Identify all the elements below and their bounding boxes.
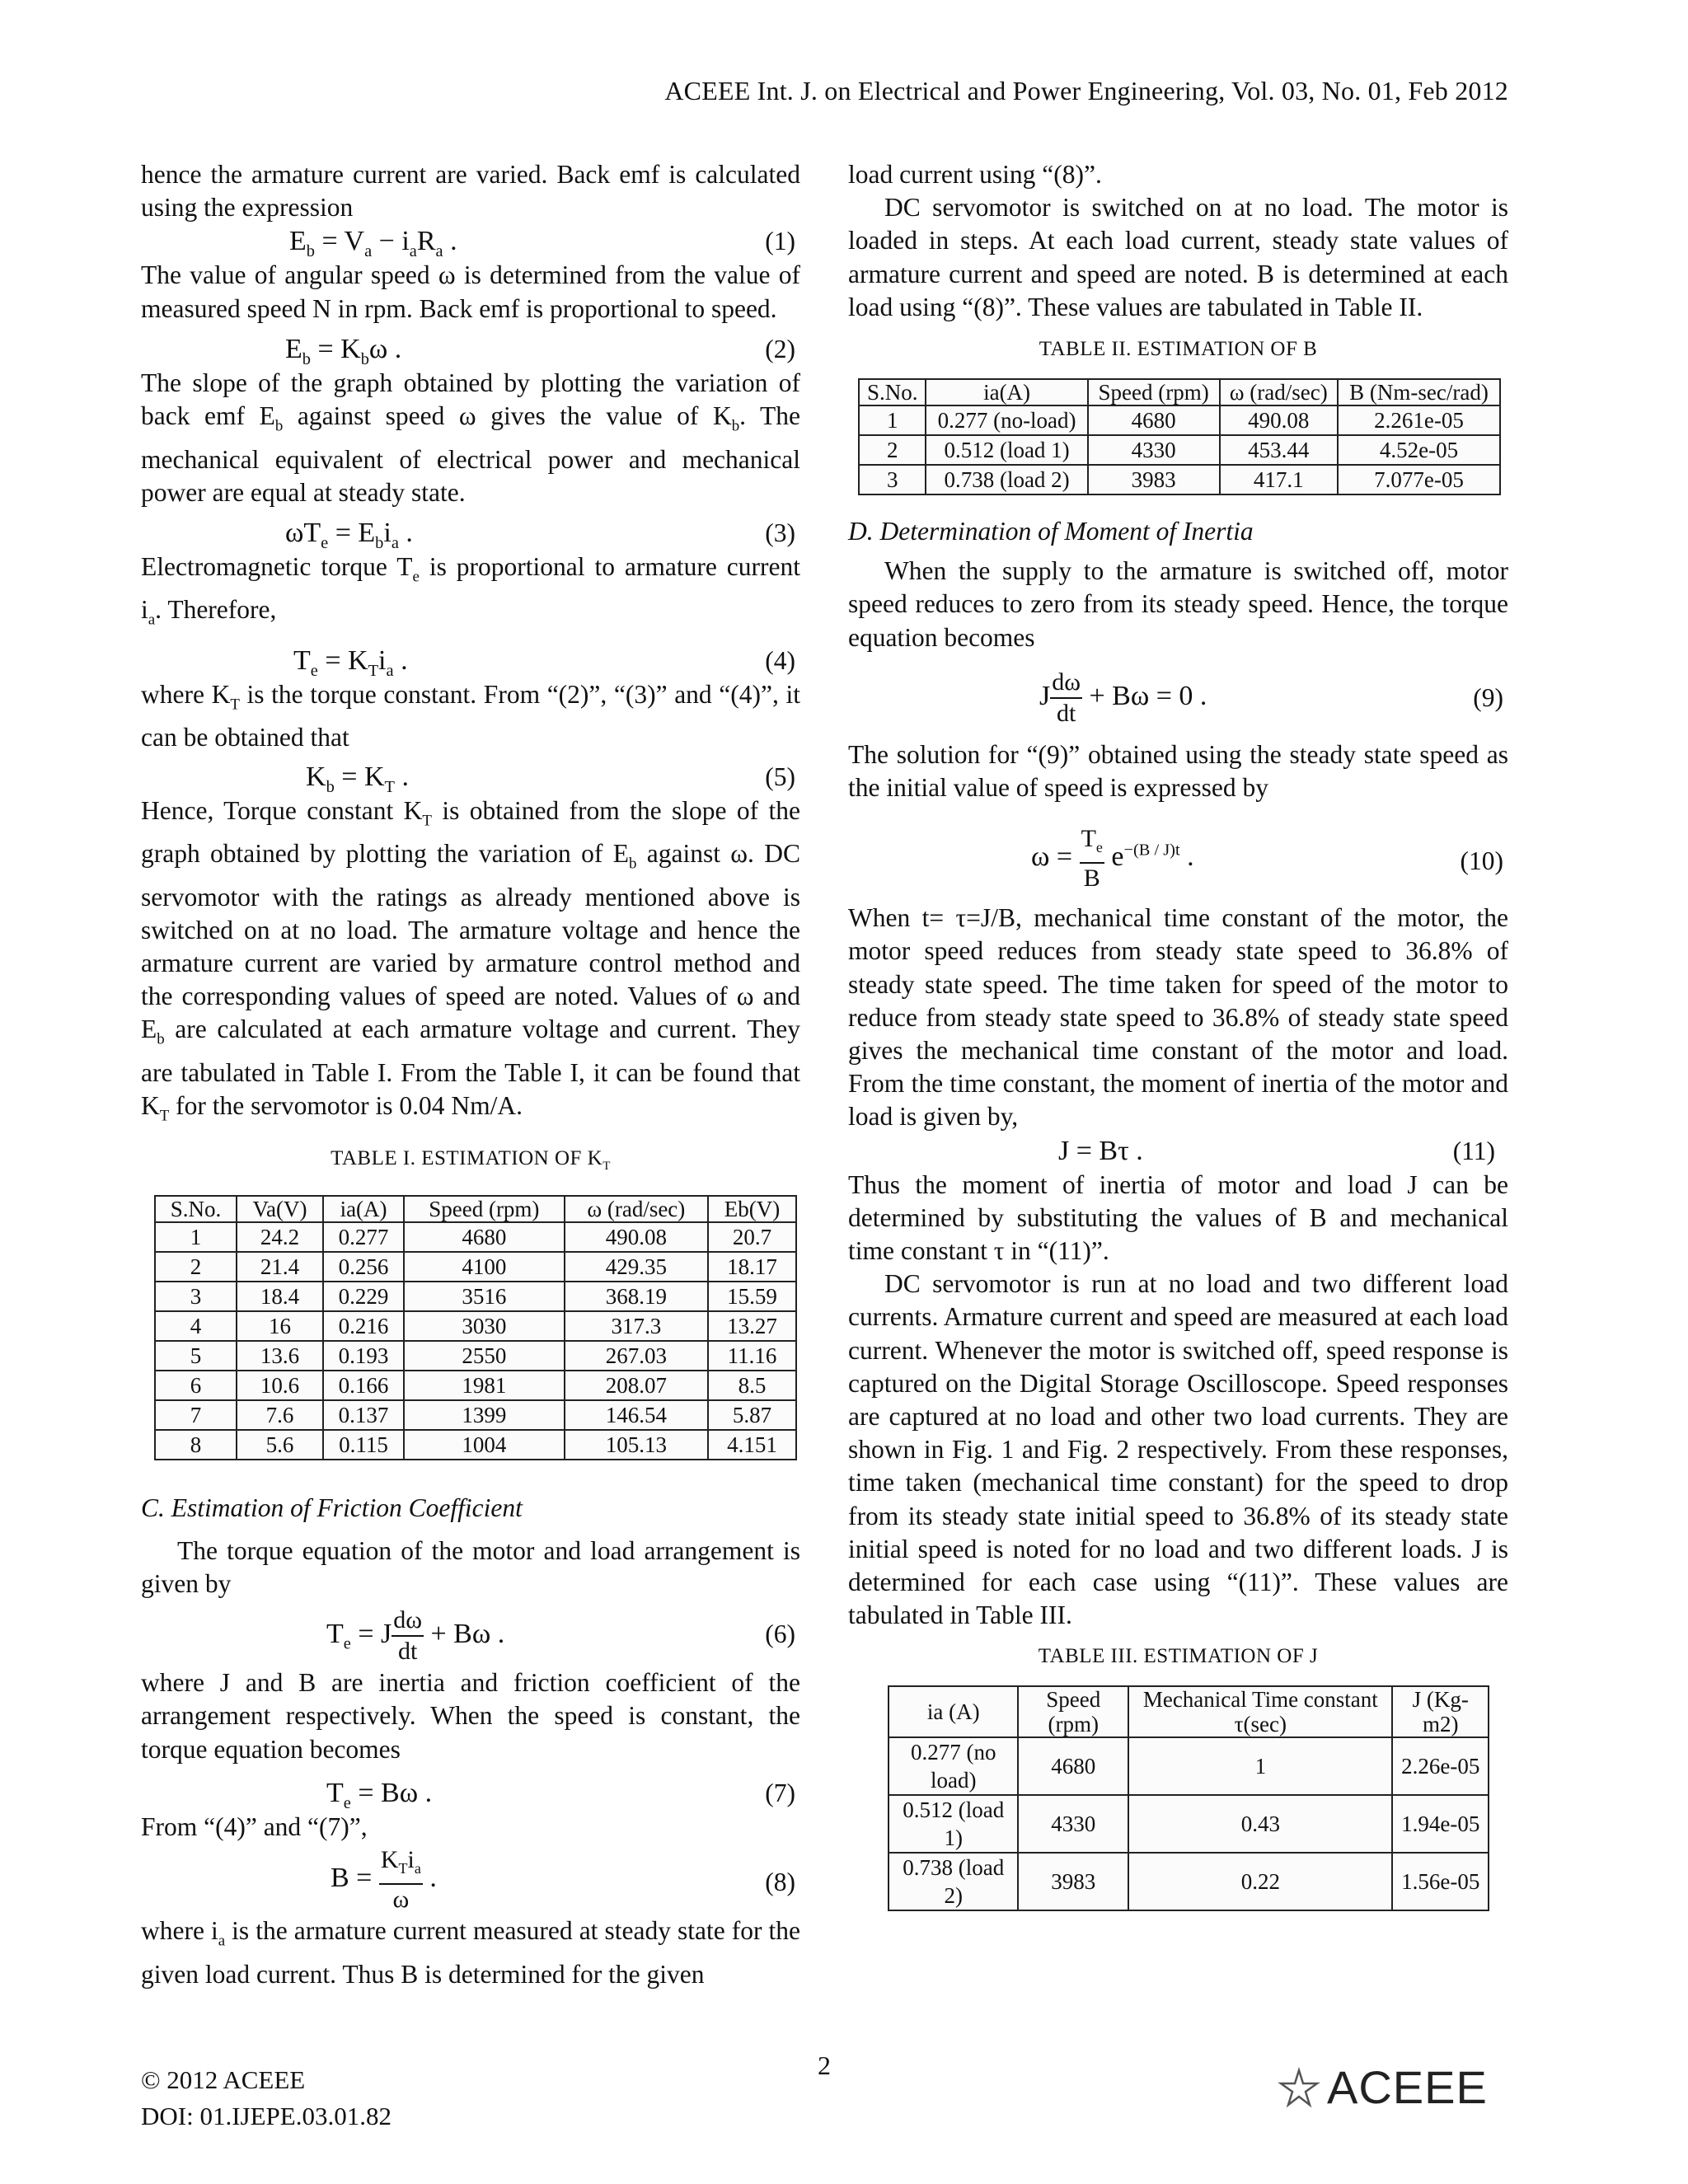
table-cell: 16	[237, 1311, 323, 1341]
paragraph: When t= τ=J/B, mechanical time constant of the motor, the motor speed reduces from steady state speed to 36.8% of steady state speed. The time taken for speed of the motor to reduce from steady state speed to 36.8% of steady state speed gives the mechanical time constant of the motor and load. From the time constant, the moment of inertia of the motor and load is given by,	[848, 903, 1508, 1132]
table-cell: 5.6	[237, 1430, 323, 1460]
table-header: Mechanical Time constant τ(sec)	[1128, 1686, 1392, 1737]
table-cell: 18.4	[237, 1282, 323, 1311]
paragraph: where J and B are inertia and friction coefficient of the arrangement respectively. When the speed is constant, the torque equation becomes	[141, 1668, 800, 1764]
equation-number: (5)	[765, 762, 795, 791]
table-1-caption: TABLE I. ESTIMATION OF $K_T$	[331, 1146, 611, 1173]
table-cell: 105.13	[565, 1430, 708, 1460]
table-cell: 0.115	[323, 1430, 404, 1460]
paragraph: where $i_a$ is the armature current measured at steady state for the given load current. Thus B is determined for the given	[141, 1916, 801, 1989]
equation-6: $T_e = J$ $\frac{d\omega}{dt}$ + Bω . (6)	[326, 1606, 795, 1666]
table-header: S.No.	[859, 379, 926, 405]
equation-11: J = Bτ . (11)	[848, 1134, 1508, 1169]
table-cell: 0.277 (no load)	[889, 1737, 1018, 1795]
equation-10: ω = $\frac{T_e}{B}$ $e^{-(B / J)t}$ . (10)	[1031, 825, 1503, 893]
table-row	[155, 1311, 796, 1341]
equation-number: (4)	[765, 645, 795, 675]
table-row	[889, 1853, 1489, 1910]
table-cell: 0.738 (load 2)	[926, 465, 1087, 494]
table-1	[154, 1195, 797, 1460]
table-cell: 21.4	[237, 1252, 323, 1282]
table-3-caption: TABLE III. ESTIMATION OF J	[1038, 1644, 1319, 1667]
table-cell: 0.166	[323, 1371, 404, 1400]
table-row	[155, 1371, 796, 1400]
table-cell: 0.512 (load 1)	[926, 435, 1087, 465]
paragraph: hence the armature current are varied. Back emf is calculated using the expression	[141, 160, 800, 223]
paragraph: From “(4)” and “(7)”,	[141, 1811, 368, 1841]
table-row	[889, 1737, 1489, 1795]
table-cell: 146.54	[565, 1400, 708, 1430]
table-cell: 429.35	[565, 1252, 708, 1282]
table-cell: 1.56e-05	[1392, 1853, 1489, 1910]
paragraph: load current using “(8)”.	[848, 160, 1102, 189]
equation-4: $T_e = K_Ti_a$ . (4)	[293, 644, 795, 680]
table-row	[859, 465, 1500, 494]
table-cell: 2	[859, 435, 926, 465]
table-cell: 2.26e-05	[1392, 1737, 1489, 1795]
equation-number: (3)	[765, 518, 795, 547]
table-cell: 4100	[404, 1252, 564, 1282]
table-cell: 13.27	[708, 1311, 796, 1341]
table-cell: 11.16	[708, 1341, 796, 1371]
table-cell: 6	[155, 1371, 237, 1400]
table-cell: 1	[859, 405, 926, 435]
table-header: ω (rad/sec)	[565, 1196, 708, 1222]
left-column	[141, 158, 800, 1991]
footer	[141, 2062, 392, 2135]
table-row	[155, 1430, 796, 1460]
table-cell: 7	[155, 1400, 237, 1430]
table-header: ia(A)	[926, 379, 1087, 405]
table-cell: 2550	[404, 1341, 564, 1371]
table-cell: 3	[859, 465, 926, 494]
table-cell: 0.22	[1128, 1853, 1392, 1910]
table-header: Eb(V)	[708, 1196, 796, 1222]
doi: DOI: 01.IJEPE.03.01.82	[141, 2102, 392, 2130]
table-cell: 0.256	[323, 1252, 404, 1282]
paragraph: Hence, Torque constant $K_T$ is obtained from the slope of the graph obtained by plotting the variation of $E_b$ against ω. DC servomotor with the ratings as already mentioned above is switched on at no load. The armature voltage and hence the armature current are varied by armature control method and the corresponding values of speed are noted. Values of ω and $E_b$ are calculated at each armature voltage and current. They are tabulated in Table I. From the Table I, it can be found that $K_T$ for the servomotor is 0.04 Nm/A.	[141, 795, 801, 1125]
equation-number: (8)	[765, 1868, 795, 1897]
table-cell: 2.261e-05	[1338, 405, 1500, 435]
table-cell: 4680	[1088, 405, 1220, 435]
table-3	[888, 1685, 1489, 1911]
equation-number: (11)	[1452, 1136, 1495, 1165]
equation-8: B = $K_Ti_a$ ω . (8)	[331, 1846, 795, 1914]
table-cell: 0.738 (load 2)	[889, 1853, 1018, 1910]
table-cell: 4330	[1088, 435, 1220, 465]
table-row	[155, 1222, 796, 1252]
equation-number: (10)	[1460, 846, 1503, 876]
paragraph: Thus the moment of inertia of motor and load J can be determined by substituting the values of B and mechanical time constant τ in “(11)”.	[848, 1169, 1508, 1266]
table-row	[155, 1252, 796, 1282]
table-cell: 5.87	[708, 1400, 796, 1430]
table-row	[155, 1282, 796, 1311]
table-cell: 267.03	[565, 1341, 708, 1371]
table-cell: 3030	[404, 1311, 564, 1341]
table-cell: 4680	[404, 1222, 564, 1252]
section-heading-c: C. Estimation of Friction Coefficient	[141, 1493, 523, 1522]
table-cell: 7.6	[237, 1400, 323, 1430]
equation-5: $K_b = K_T$ . (5)	[306, 761, 795, 796]
paragraph: The solution for “(9)” obtained using the steady state speed as the initial value of speed is expressed by	[848, 739, 1508, 803]
table-cell: 453.44	[1220, 435, 1338, 465]
table-cell: 24.2	[237, 1222, 323, 1252]
table-row	[859, 405, 1500, 435]
paragraph: Electromagnetic torque $T_e$ is proportional to armature current $i_a$. Therefore,	[141, 551, 800, 629]
paragraph: The torque equation of the motor and load arrangement is given by	[141, 1535, 800, 1599]
table-cell: 20.7	[708, 1222, 796, 1252]
table-cell: 3516	[404, 1282, 564, 1311]
table-header: Va(V)	[237, 1196, 323, 1222]
table-cell: 18.17	[708, 1252, 796, 1282]
equation-2: $E_b = K_b\omega$ . (2)	[285, 333, 795, 368]
paragraph: The slope of the graph obtained by plotting the variation of back emf $E_b$ against speed ω gives the value of $K_b$. The mechanical equivalent of electrical power and mechanical power are equal at steady state.	[141, 368, 801, 507]
page-number: 2	[818, 2050, 831, 2080]
equation-number: (6)	[765, 1619, 795, 1649]
equation-number: (1)	[765, 227, 795, 256]
table-header: ia (A)	[889, 1686, 1018, 1737]
journal-header: ACEEE Int. J. on Electrical and Power Engineering, Vol. 03, No. 01, Feb 2012	[664, 76, 1508, 105]
table-cell: 490.08	[1220, 405, 1338, 435]
table-header: ia(A)	[323, 1196, 404, 1222]
table-cell: 7.077e-05	[1338, 465, 1500, 494]
table-2-caption: TABLE II. ESTIMATION OF B	[1039, 338, 1318, 361]
table-cell: 1981	[404, 1371, 564, 1400]
equation-number: (7)	[765, 1778, 795, 1807]
table-cell: 3	[155, 1282, 237, 1311]
table-cell: 5	[155, 1341, 237, 1371]
table-header: Speed (rpm)	[1018, 1686, 1128, 1737]
table-row	[859, 435, 1500, 465]
table-cell: 1.94e-05	[1392, 1795, 1489, 1853]
equation-number: (9)	[1473, 682, 1503, 712]
paragraph: DC servomotor is run at no load and two different load currents. Armature current and speed are measured at each load current. Whenever the motor is switched off, speed response is captured on the Digital Storage Oscilloscope. Speed responses are captured at no load and other two load currents. They are shown in Fig. 1 and Fig. 2 respectively. From these responses, time taken (mechanical time constant) for the speed to drop from its steady state initial speed to 36.8% of its steady state initial speed is noted for no load and two different loads. J is determined for each case using “(11)”. These values are tabulated in Table III.	[848, 1269, 1508, 1630]
paragraph: DC servomotor is switched on at no load. The motor is loaded in steps. At each load current, steady state values of armature current and speed are noted. B is determined at each load using “(8)”. These values are tabulated in Table II.	[848, 193, 1508, 321]
table-cell: 368.19	[565, 1282, 708, 1311]
aceee-logo	[1276, 2060, 1488, 2114]
table-header: B (Nm-sec/rad)	[1338, 379, 1500, 405]
table-cell: 490.08	[565, 1222, 708, 1252]
table-cell: 317.3	[565, 1311, 708, 1341]
table-row	[155, 1400, 796, 1430]
section-heading-d: D. Determination of Moment of Inertia	[848, 517, 1254, 546]
table-cell: 8	[155, 1430, 237, 1460]
paragraph: The value of angular speed ω is determined from the value of measured speed N in rpm. Back emf is proportional to speed.	[141, 260, 800, 323]
table-2	[858, 378, 1501, 495]
table-cell: 1399	[404, 1400, 564, 1430]
table-cell: 15.59	[708, 1282, 796, 1311]
table-cell: 4680	[1018, 1737, 1128, 1795]
table-cell: 1	[1128, 1737, 1392, 1795]
paragraph: where $K_T$ is the torque constant. From “(2)”, “(3)” and “(4)”, it can be obtained that	[141, 679, 800, 752]
table-cell: 4	[155, 1311, 237, 1341]
table-cell: 3983	[1018, 1853, 1128, 1910]
star-icon	[1276, 2067, 1322, 2108]
table-row	[889, 1795, 1489, 1853]
table-cell: 0.193	[323, 1341, 404, 1371]
table-cell: 417.1	[1220, 465, 1338, 494]
table-header: J (Kg-m2)	[1392, 1686, 1489, 1737]
table-header: ω (rad/sec)	[1220, 379, 1338, 405]
table-cell: 4.151	[708, 1430, 796, 1460]
right-column	[848, 158, 1508, 1911]
table-cell: 4.52e-05	[1338, 435, 1500, 465]
table-cell: 0.43	[1128, 1795, 1392, 1853]
table-cell: 3983	[1088, 465, 1220, 494]
table-cell: 1004	[404, 1430, 564, 1460]
equation-1: $E_b = V_a - i_aR_a$ . (1)	[289, 226, 795, 261]
table-header: Speed (rpm)	[404, 1196, 564, 1222]
copyright: © 2012 ACEEE	[141, 2065, 306, 2094]
table-cell: 0.229	[323, 1282, 404, 1311]
table-cell: 10.6	[237, 1371, 323, 1400]
table-header: S.No.	[155, 1196, 237, 1222]
table-cell: 0.216	[323, 1311, 404, 1341]
table-cell: 1	[155, 1222, 237, 1252]
table-cell: 0.512 (load 1)	[889, 1795, 1018, 1853]
equation-number: (2)	[765, 334, 795, 363]
table-header: Speed (rpm)	[1088, 379, 1220, 405]
table-row	[155, 1341, 796, 1371]
paragraph: When the supply to the armature is switched off, motor speed reduces to zero from its steady speed. Hence, the torque equation becomes	[848, 556, 1508, 652]
equation-3: $\omega T_e = E_bi_a$ . (3)	[285, 517, 795, 552]
equation-7: $T_e = B\omega$ . (7)	[326, 1777, 795, 1812]
table-cell: 2	[155, 1252, 237, 1282]
table-cell: 13.6	[237, 1341, 323, 1371]
logo-text: ACEEE	[1327, 2061, 1488, 2113]
table-cell: 4330	[1018, 1795, 1128, 1853]
table-cell: 0.277 (no-load)	[926, 405, 1087, 435]
equation-9: J $\frac{d\omega}{dt}$ + Bω = 0 . (9)	[1039, 668, 1503, 727]
table-cell: 8.5	[708, 1371, 796, 1400]
table-cell: 0.137	[323, 1400, 404, 1430]
table-cell: 208.07	[565, 1371, 708, 1400]
table-cell: 0.277	[323, 1222, 404, 1252]
